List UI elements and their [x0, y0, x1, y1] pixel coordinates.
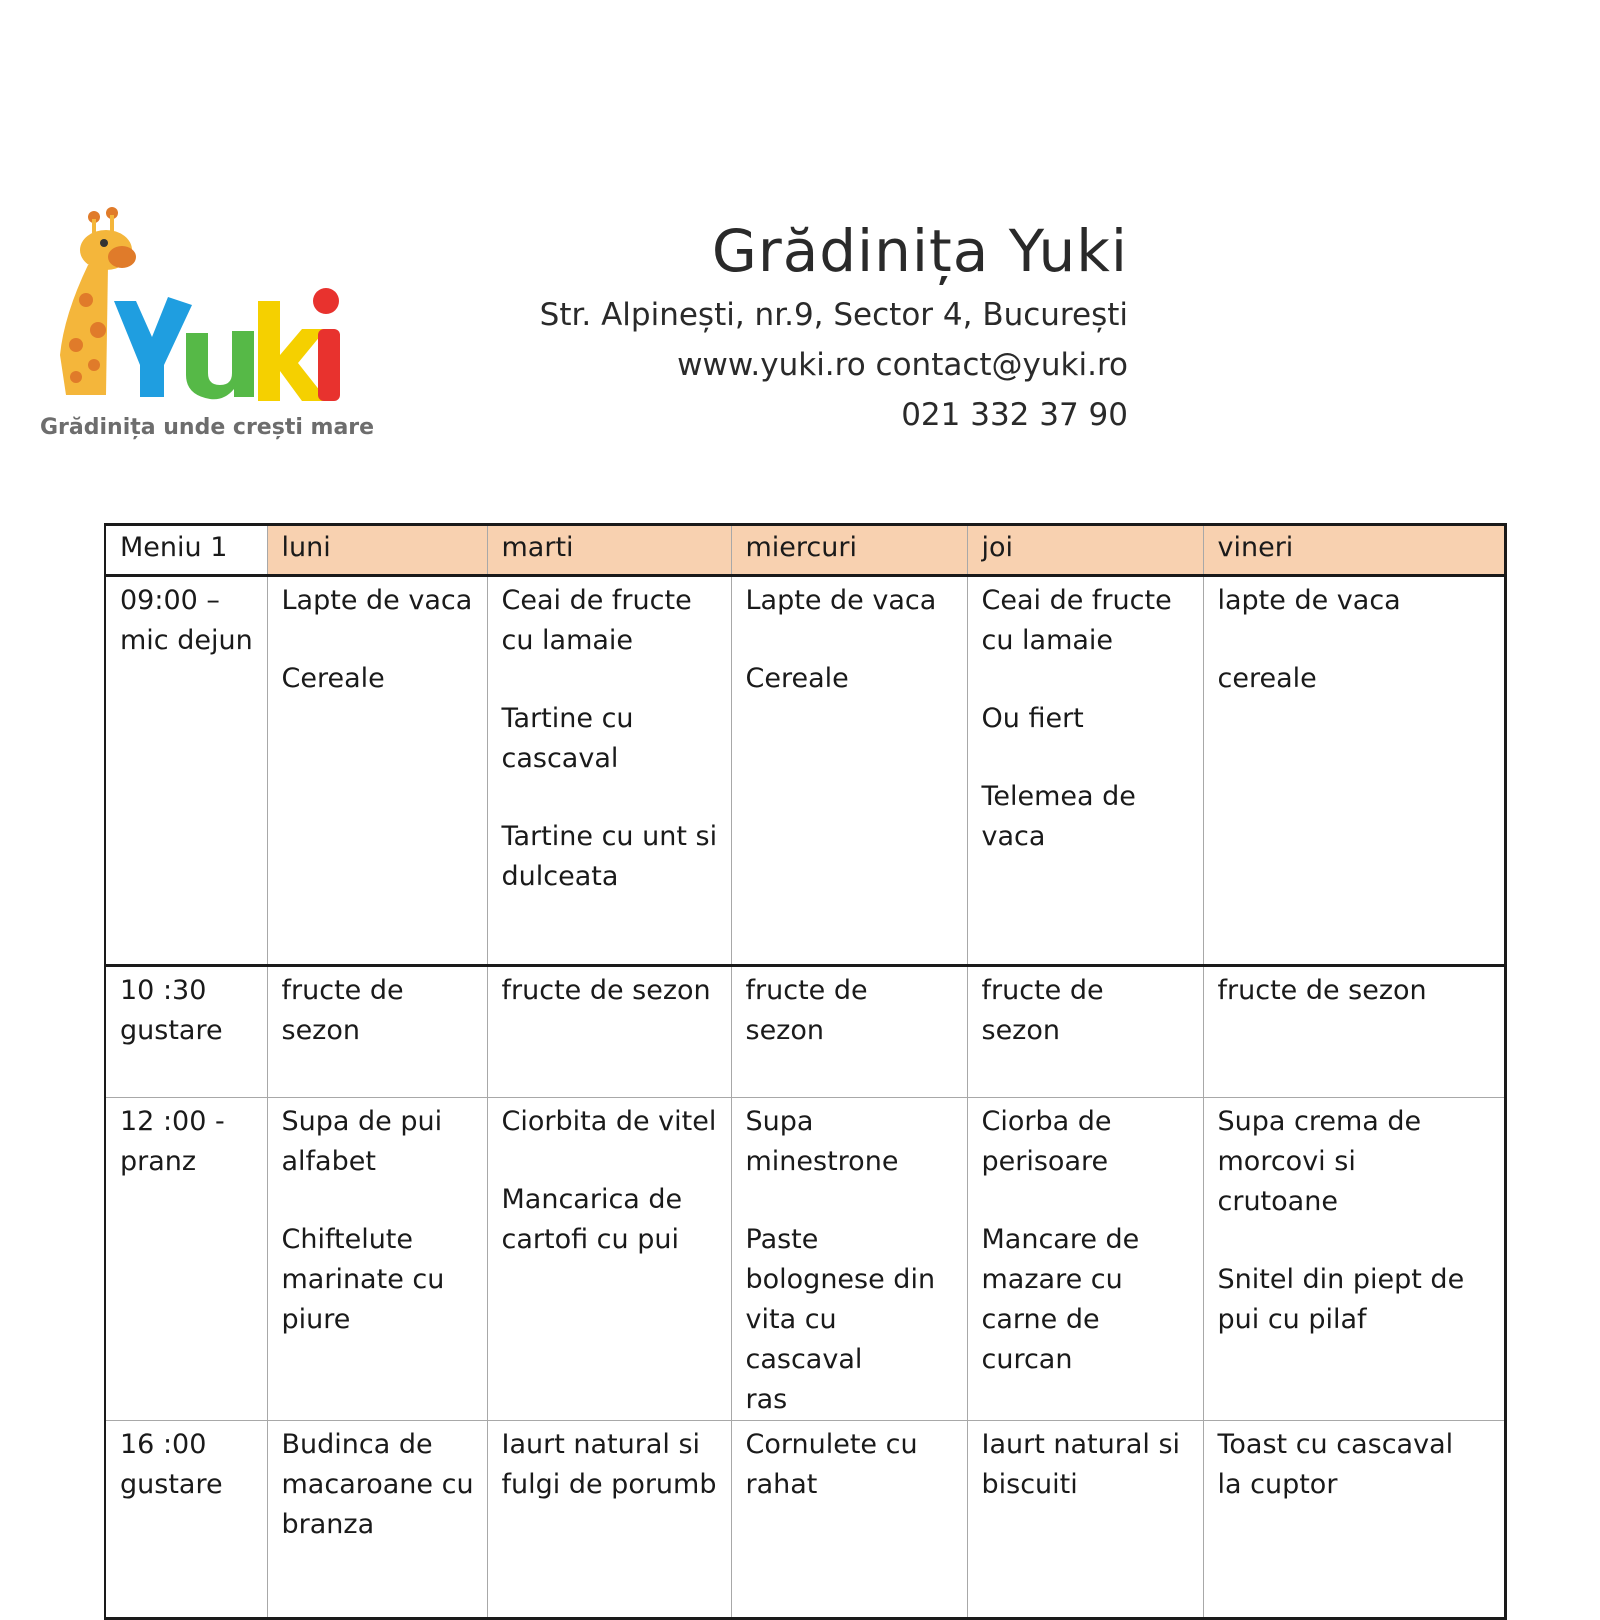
meal-time-cell — [105, 1421, 267, 1619]
menu-cell-joi — [967, 966, 1203, 1098]
line-gap — [282, 1182, 475, 1220]
menu-item-line: vaca — [981, 821, 1046, 852]
menu-item-line: marinate cu — [281, 1264, 445, 1295]
menu-item-line: Cereale — [281, 663, 385, 694]
menu-item-line: Paste — [745, 1224, 819, 1255]
menu-item-line: dulceata — [501, 861, 619, 892]
menu-item-line: Toast cu cascaval — [1217, 1429, 1454, 1460]
day-header-miercuri: miercuri — [731, 525, 967, 576]
menu-item-line: piure — [281, 1304, 351, 1335]
menu-item-line: fructe de sezon — [745, 975, 868, 1046]
phone-number: 021 332 37 90 — [901, 397, 1128, 433]
menu-item-line: fructe de — [281, 975, 404, 1006]
menu-item-line: Ciorbita de vitel — [501, 1106, 717, 1137]
menu-cell-luni — [267, 576, 487, 966]
menu-item-line: Mancarica de — [501, 1184, 683, 1215]
morning-snack-row — [105, 966, 1505, 1098]
meal-time-line: gustare — [120, 1469, 223, 1500]
day-header-marti: marti — [487, 525, 731, 576]
menu-cell-miercuri — [731, 1421, 967, 1619]
meal-time-cell — [105, 966, 267, 1098]
line-gap — [746, 621, 955, 659]
day-header-luni: luni — [267, 525, 487, 576]
line-gap — [1218, 1222, 1492, 1260]
menu-item-line: Supa crema de — [1217, 1106, 1422, 1137]
menu-cell-luni — [267, 1421, 487, 1619]
menu-item-line: mazare cu — [981, 1264, 1123, 1295]
menu-cell-miercuri — [731, 576, 967, 966]
meal-time-line: mic dejun — [120, 625, 253, 656]
menu-item-line: Cereale — [745, 663, 849, 694]
line-gap — [502, 1142, 719, 1180]
meal-time-line: gustare — [120, 1015, 223, 1046]
menu-item-line: bolognese din — [745, 1264, 936, 1295]
menu-cell-marti — [487, 1421, 731, 1619]
line-gap — [746, 1182, 955, 1220]
meal-time-cell — [105, 1098, 267, 1421]
menu-cell-miercuri — [731, 1098, 967, 1421]
menu-item-line: Ceai de fructe — [981, 585, 1172, 616]
menu-cell-luni — [267, 1098, 487, 1421]
menu-item-line: cascaval — [501, 743, 619, 774]
menu-item-line: cartofi cu pui — [501, 1224, 679, 1255]
menu-cell-vineri — [1203, 576, 1505, 966]
menu-item-line: ras — [745, 1384, 788, 1415]
menu-cell-marti — [487, 576, 731, 966]
line-gap — [982, 661, 1191, 699]
breakfast-row — [105, 576, 1505, 966]
line-gap — [502, 661, 719, 699]
menu-item-line: rahat — [745, 1469, 818, 1500]
meal-time-line: pranz — [120, 1146, 197, 1177]
line-gap — [502, 779, 719, 817]
menu-item-line: Ciorba de — [981, 1106, 1112, 1137]
menu-item-line: perisoare — [981, 1146, 1109, 1177]
meal-time-line: 09:00 – — [120, 585, 220, 616]
table-header-row — [105, 525, 1505, 576]
menu-item-line: cu lamaie — [981, 625, 1114, 656]
menu-item-line: Iaurt natural si — [501, 1429, 701, 1460]
menu-item-line: Tartine cu — [501, 703, 634, 734]
menu-item-line: macaroane cu — [281, 1469, 474, 1500]
menu-cell-marti — [487, 1098, 731, 1421]
kindergarten-header — [540, 212, 1128, 440]
menu-item-line: vita cu cascaval — [745, 1304, 863, 1375]
menu-item-line: Cornulete cu — [745, 1429, 918, 1460]
menu-item-line: fructe de sezon — [1217, 975, 1427, 1006]
meal-time-line: 12 :00 - — [120, 1106, 225, 1137]
menu-item-line: minestrone — [745, 1146, 899, 1177]
menu-item-line: fructe de sezon — [981, 975, 1104, 1046]
menu-item-line: crutoane — [1217, 1186, 1338, 1217]
menu-cell-miercuri — [731, 966, 967, 1098]
line-gap — [282, 621, 475, 659]
menu-item-line: fructe de sezon — [501, 975, 711, 1006]
menu-item-line: pui cu pilaf — [1217, 1304, 1367, 1335]
menu-item-line: Snitel din piept de — [1217, 1264, 1465, 1295]
menu-item-line: Iaurt natural si — [981, 1429, 1181, 1460]
menu-item-line: Supa de pui — [281, 1106, 443, 1137]
menu-item-line: Lapte de vaca — [745, 585, 937, 616]
menu-cell-vineri — [1203, 1421, 1505, 1619]
afternoon-snack-row — [105, 1421, 1505, 1619]
day-header-joi: joi — [967, 525, 1203, 576]
menu-item-line: Telemea de — [981, 781, 1136, 812]
menu-cell-marti — [487, 966, 731, 1098]
menu-cell-joi — [967, 576, 1203, 966]
line-gap — [982, 739, 1191, 777]
meal-time-cell — [105, 576, 267, 966]
menu-cell-vineri — [1203, 966, 1505, 1098]
line-gap — [1218, 621, 1492, 659]
line-gap — [982, 1182, 1191, 1220]
menu-cell-joi — [967, 1421, 1203, 1619]
menu-item-line: sezon — [281, 1015, 360, 1046]
menu-item-line: Ou fiert — [981, 703, 1084, 734]
menu-item-line: cu lamaie — [501, 625, 634, 656]
lunch-row — [105, 1098, 1505, 1421]
address: Str. Alpinești, nr.9, Sector 4, București — [539, 297, 1128, 333]
menu-cell-vineri — [1203, 1098, 1505, 1421]
menu-item-line: carne de — [981, 1304, 1100, 1335]
day-header-vineri: vineri — [1203, 525, 1505, 576]
menu-item-line: Lapte de vaca — [281, 585, 473, 616]
menu-item-line: fulgi de porumb — [501, 1469, 717, 1500]
menu-item-line: cereale — [1217, 663, 1317, 694]
giraffe-logo-icon — [36, 205, 346, 415]
menu-cell-joi — [967, 1098, 1203, 1421]
menu-cell-luni — [267, 966, 487, 1098]
menu-item-line: Tartine cu unt si — [501, 821, 718, 852]
kindergarten-name: Grădinița Yuki — [711, 217, 1128, 285]
menu-item-line: alfabet — [281, 1146, 376, 1177]
menu-item-line: morcovi si — [1217, 1146, 1356, 1177]
menu-item-line: la cuptor — [1217, 1469, 1338, 1500]
menu-item-line: branza — [281, 1509, 375, 1540]
meal-time-line: 16 :00 — [120, 1429, 207, 1460]
web-contact: www.yuki.ro contact@yuki.ro — [677, 347, 1128, 383]
weekly-menu-table — [104, 523, 1507, 1620]
menu-item-line: lapte de vaca — [1217, 585, 1401, 616]
menu-item-line: Ceai de fructe — [501, 585, 692, 616]
menu-item-line: Budinca de — [281, 1429, 433, 1460]
yuki-logo — [36, 205, 375, 455]
menu-item-line: curcan — [981, 1344, 1073, 1375]
menu-item-line: Supa — [745, 1106, 814, 1137]
menu-item-line: Mancare de — [981, 1224, 1140, 1255]
logo-tagline: Grădinița unde crești mare — [40, 415, 375, 440]
menu-label: Meniu 1 — [105, 525, 267, 576]
menu-item-line: Chiftelute — [281, 1224, 414, 1255]
menu-item-line: biscuiti — [981, 1469, 1078, 1500]
meal-time-line: 10 :30 — [120, 975, 207, 1006]
